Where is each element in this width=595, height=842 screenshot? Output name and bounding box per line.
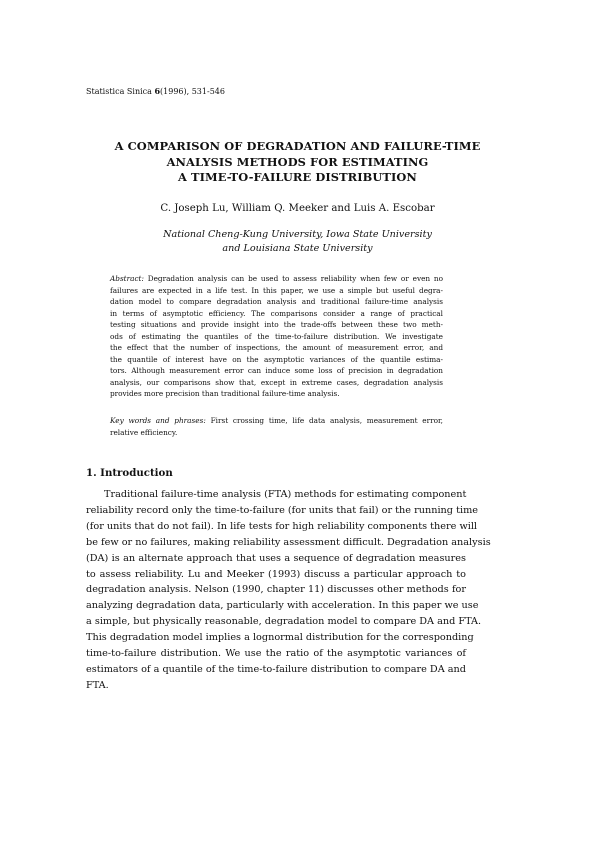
abstract-line: tors. Although measurement error can induce some loss of precision in degradation [110, 366, 443, 375]
introduction-paragraph [86, 487, 491, 694]
abstract-line [110, 273, 443, 285]
journal-issue-pages: (1996), 531-546 [160, 87, 225, 96]
body-line: estimators of a quantile of the time-to-failure distribution to compare DA and [86, 663, 466, 675]
affiliation-line: and Louisiana State University [222, 243, 373, 254]
abstract-line: in terms of asymptotic efficiency. The comparisons consider a range of practical [110, 308, 443, 318]
body-line: to assess reliability. Lu and Meeker (1993) discuss a particular approach to [86, 568, 466, 580]
body-line: time-to-failure distribution. We use the ratio of the asymptotic variances of [86, 648, 466, 660]
body-line: FTA. [86, 679, 109, 691]
affiliation-line: National Cheng-Kung University, Iowa State University [163, 229, 432, 240]
title-line: A TIME-TO-FAILURE DISTRIBUTION [178, 170, 417, 184]
abstract [110, 273, 443, 400]
abstract-line: the effect that the number of inspections, the amount of measurement error, and [110, 343, 443, 352]
abstract-line: analysis, our comparisons show that, except in extreme cases, degradation analysis [110, 377, 443, 387]
journal-volume: 6 [154, 86, 161, 96]
body-line: Traditional failure-time analysis (FTA) methods for estimating component [104, 489, 467, 500]
body-line: (DA) is an alternate approach that uses a sequence of degradation measures [86, 552, 466, 564]
body-line: degradation analysis. Nelson (1990, chapter 11) discusses other methods for [86, 584, 466, 596]
abstract-line: dation model to compare degradation analysis and traditional failure-time analysis [110, 297, 443, 306]
keywords [110, 415, 443, 438]
body-line: be few or no failures, making reliability assessment difficult. Degradation analysis [86, 536, 491, 548]
author-list: C. Joseph Lu, William Q. Meeker and Luis A. Escobar [160, 203, 435, 214]
keywords-label: Key words and phrases: [110, 416, 206, 425]
abstract-label: Abstract: [110, 274, 144, 283]
running-head [86, 86, 225, 96]
abstract-line: the quantile of interest have on the asymptotic variances of the quantile estima- [110, 354, 443, 364]
body-line: reliability record only the time-to-failure (for units that fail) or the running time [86, 504, 478, 516]
keywords-first-line: First crossing time, life data analysis, measurement error, [205, 416, 443, 425]
paper-title [60, 139, 535, 186]
abstract-line: provides more precision than traditional failure-time analysis. [110, 389, 340, 398]
journal-name: Statistica Sinica [86, 87, 155, 96]
keywords-line [110, 415, 443, 427]
abstract-first-line: Degradation analysis can be used to assess reliability when few or even no [143, 274, 443, 283]
affiliations [60, 228, 535, 256]
body-line: analyzing degradation data, particularly with acceleration. In this paper we use [86, 600, 479, 612]
body-line: This degradation model implies a lognormal distribution for the corresponding [86, 632, 474, 644]
section-heading: 1. Introduction [86, 467, 173, 479]
body-line: a simple, but physically reasonable, degradation model to compare DA and FTA. [86, 616, 482, 628]
title-line: ANALYSIS METHODS FOR ESTIMATING [166, 154, 429, 169]
keywords-line: relative efficiency. [110, 427, 178, 437]
abstract-line: testing situations and provide insight into the trade-offs between these two meth- [110, 320, 443, 329]
abstract-line: ods of estimating the quantiles of the time-to-failure distribution. We investigate [110, 331, 443, 341]
title-line: A COMPARISON OF DEGRADATION AND FAILURE-TIME [114, 139, 481, 153]
body-line: (for units that do not fail). In life tests for high reliability components there will [86, 520, 478, 532]
abstract-line: failures are expected in a life test. In this paper, we use a simple but useful degra- [110, 285, 443, 295]
